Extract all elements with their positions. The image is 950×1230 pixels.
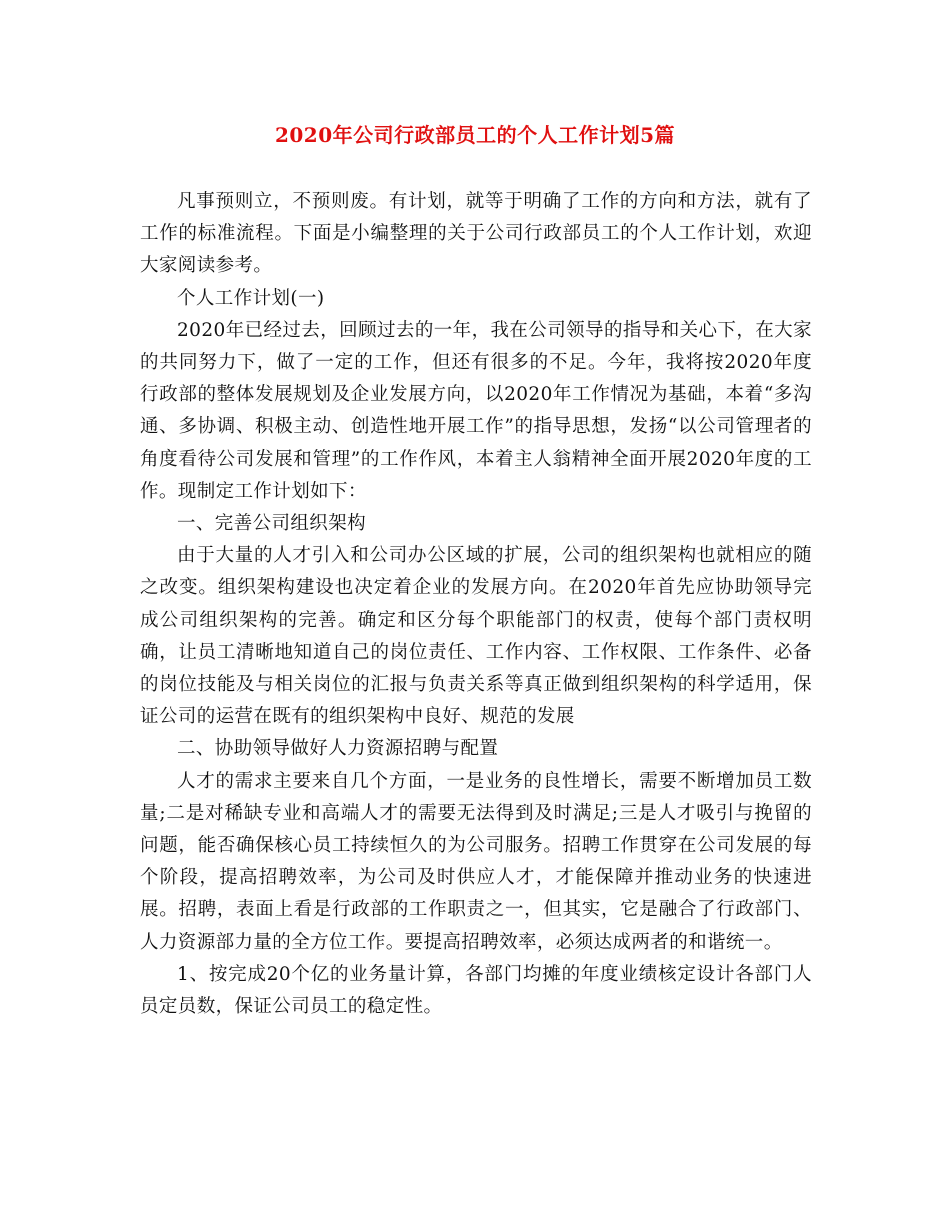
staffing-item-paragraph: 1、按完成20个亿的业务量计算，各部门均摊的年度业绩核定设计各部门人员定员数，保证公司员工的稳定性。	[140, 963, 812, 1018]
document-title: 2020年公司行政部员工的个人工作计划5篇	[274, 123, 676, 147]
section-heading-recruitment: 二、协助领导做好人力资源招聘与配置	[177, 738, 499, 760]
intro-paragraph: 凡事预则立，不预则废。有计划，就等于明确了工作的方向和方法，就有了工作的标准流程。下面是小编整理的关于公司行政部员工的个人工作计划，欢迎大家阅读参考。	[140, 191, 812, 277]
recruitment-paragraph: 人才的需求主要来自几个方面，一是业务的良性增长，需要不断增加员工数量;二是对稀缺专业和高端人才的需要无法得到及时满足;三是人才吸引与挽留的问题，能否确保核心员工持续恒久的为公司服务。招聘工作贯穿在公司发展的每个阶段，提高招聘效率，为公司及时供应人才，才能保障并推动业务的快速进展。招聘，表面上看是行政部的工作职责之一，但其实，它是融合了行政部门、人力资源部力量的全方位工作。要提高招聘效率，必须达成两者的和谐统一。	[140, 770, 812, 953]
document-body	[140, 186, 812, 1023]
section-heading-org-structure: 一、完善公司组织架构	[177, 513, 367, 535]
section-heading-plan-1: 个人工作计划(一)	[177, 287, 325, 309]
plan-1-overview-paragraph: 2020年已经过去，回顾过去的一年，我在公司领导的指导和关心下，在大家的共同努力下，做了一定的工作，但还有很多的不足。今年，我将按2020年度行政部的整体发展规划及企业发展方向，以2020年工作情况为基础，本着“多沟通、多协调、积极主动、创造性地开展工作”的指导思想，发扬“以公司管理者的角度看待公司发展和管理”的工作作风，本着主人翁精神全面开展2020年度的工作。现制定工作计划如下：	[140, 319, 812, 502]
org-structure-paragraph: 由于大量的人才引入和公司办公区域的扩展，公司的组织架构也就相应的随之改变。组织架构建设也决定着企业的发展方向。在2020年首先应协助领导完成公司组织架构的完善。确定和区分每个职能部门的权责，使每个部门责权明确，让员工清晰地知道自己的岗位责任、工作内容、工作权限、工作条件、必备的岗位技能及与相关岗位的汇报与负责关系等真正做到组织架构的科学适用，保证公司的运营在既有的组织架构中良好、规范的发展	[140, 545, 812, 728]
